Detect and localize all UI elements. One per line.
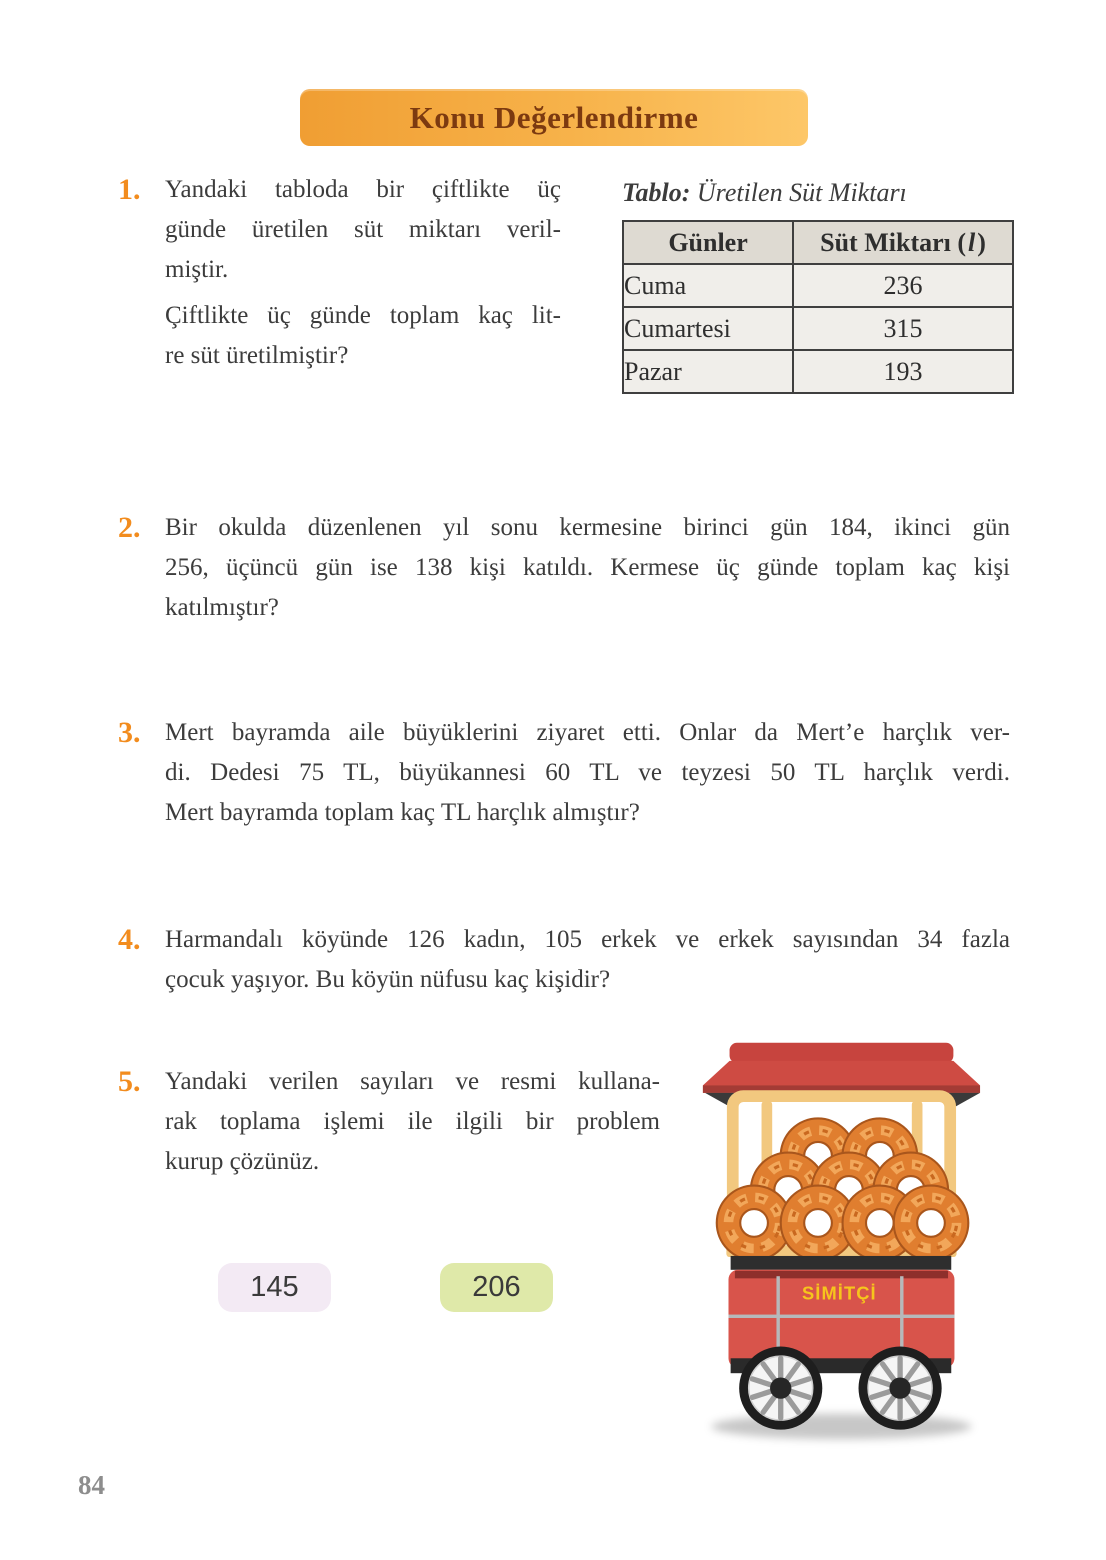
question-5-text (165, 1062, 660, 1182)
text-line: Harmandalı köyünde 126 kadın, 105 erkek ve erkek sayısından 34 fazla (165, 926, 1010, 953)
table-row (623, 307, 1013, 350)
wheel-left (739, 1347, 822, 1430)
table-row (623, 264, 1013, 307)
question-5 (118, 1062, 660, 1182)
header-days: Günler (623, 221, 793, 264)
section-title: Konu Değerlendirme (409, 99, 699, 135)
text-line: re süt üretilmiştir? (165, 342, 349, 369)
text-line: katılmıştır? (165, 594, 279, 621)
question-4 (118, 920, 1010, 1000)
number-chip-206: 206 (440, 1263, 553, 1312)
day-cell: Cuma (623, 264, 793, 307)
text-line: 256, üçüncü gün ise 138 kişi katıldı. Kermese üç günde toplam kaç kişi (165, 554, 1010, 581)
text-line: Mert bayramda toplam kaç TL harçlık almıştır? (165, 799, 640, 826)
table-row (623, 350, 1013, 393)
page-number: 84 (78, 1470, 105, 1500)
text-line: çocuk yaşıyor. Bu köyün nüfusu kaç kişidir? (165, 966, 611, 993)
body-top-strip (735, 1271, 948, 1278)
unit-liter: l (968, 227, 976, 257)
header-amount: Süt Miktarı (l) (793, 221, 1013, 264)
cart-label: SİMİTÇİ (802, 1283, 877, 1304)
question-1 (118, 170, 561, 376)
body-divider-horizontal (728, 1315, 954, 1318)
text-line: Mert bayramda aile büyüklerini ziyaret etti. Onlar da Mert’e harçlık ver- (165, 719, 1010, 746)
question-3-number: 3. (118, 716, 141, 749)
question-4-number: 4. (118, 923, 141, 956)
amount-cell: 193 (793, 350, 1013, 393)
text-line: günde üretilen süt miktarı veril- (165, 216, 561, 243)
table-caption-label: Tablo: (622, 178, 691, 207)
text-line: di. Dedesi 75 TL, büyükannesi 60 TL ve teyzesi 50 TL harçlık verdi. (165, 759, 1010, 786)
text-line: Bir okulda düzenlenen yıl sonu kermesine birinci gün 184, ikinci gün (165, 514, 1010, 541)
table-caption (622, 178, 907, 208)
day-cell: Cumartesi (623, 307, 793, 350)
number-chip-145: 145 (218, 1263, 331, 1312)
upper-black-band (731, 1256, 952, 1270)
wheel-right (859, 1347, 942, 1430)
text-line: Çiftlikte üç günde toplam kaç lit- (165, 302, 561, 329)
day-cell: Pazar (623, 350, 793, 393)
amount-cell: 236 (793, 264, 1013, 307)
question-2-text (165, 508, 1010, 628)
text-line: Yandaki tabloda bir çiftlikte üç (165, 176, 561, 203)
question-5-number: 5. (118, 1065, 141, 1098)
question-2 (118, 508, 1010, 628)
question-3-text (165, 713, 1010, 833)
cart-shadow (711, 1414, 971, 1440)
question-2-number: 2. (118, 511, 141, 544)
table-caption-title: Üretilen Süt Miktarı (696, 178, 907, 207)
simit-cart-illustration (690, 1030, 1010, 1451)
question-1-number: 1. (118, 173, 141, 206)
milk-table (622, 220, 1014, 394)
question-1-text (165, 170, 561, 376)
text-line: miştir. (165, 256, 229, 283)
table-header-row (623, 221, 1013, 264)
text-line: kurup çözünüz. (165, 1148, 320, 1175)
section-banner (300, 89, 808, 146)
question-3 (118, 713, 1010, 833)
text-line: rak toplama işlemi ile ilgili bir problem (165, 1108, 660, 1135)
roof-cap (730, 1043, 954, 1063)
text-line: Yandaki verilen sayıları ve resmi kullana- (165, 1068, 660, 1095)
question-4-text (165, 920, 1010, 1000)
amount-cell: 315 (793, 307, 1013, 350)
